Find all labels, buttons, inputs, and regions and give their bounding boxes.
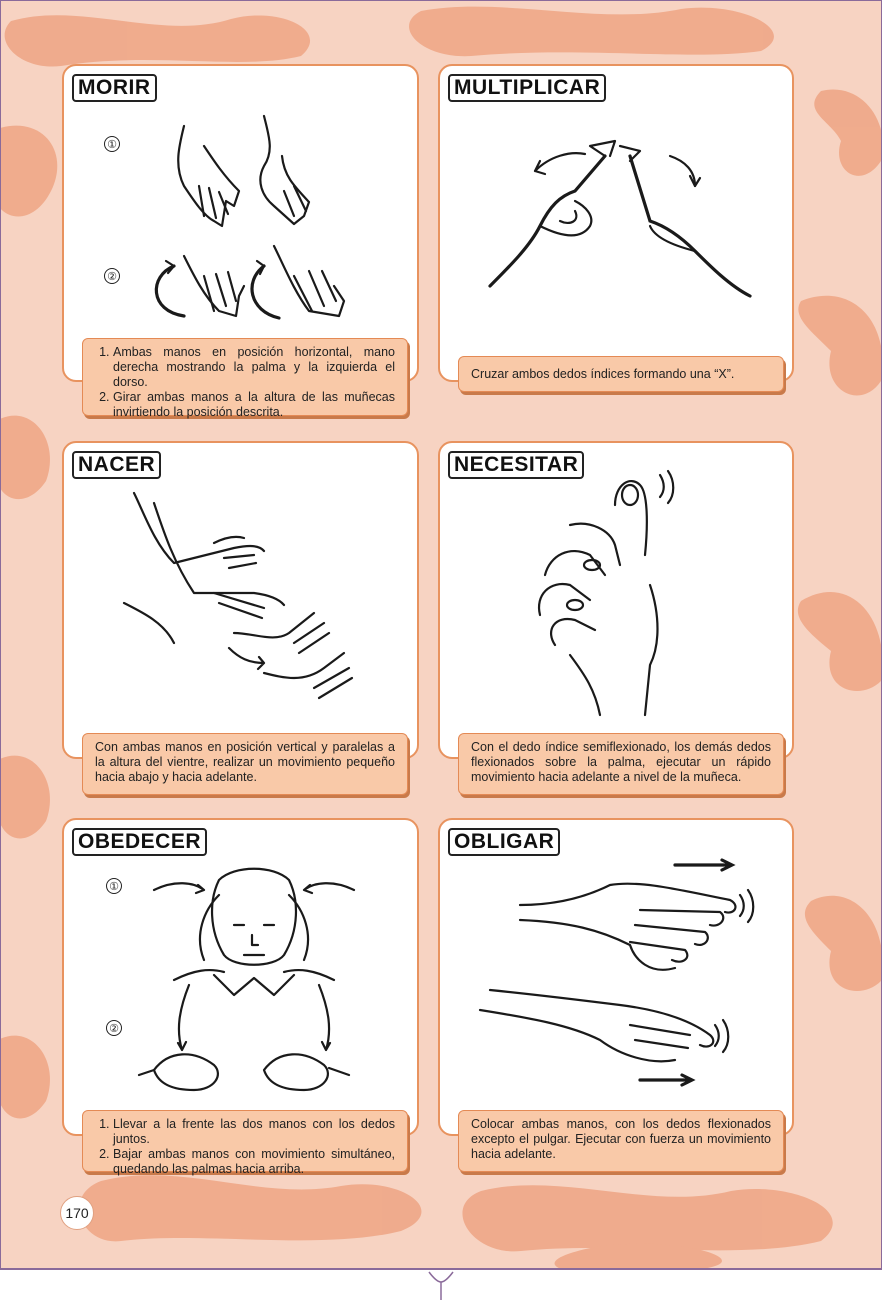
caption-step-1: 1. Llevar a la frente las dos manos con los dedos juntos. <box>113 1117 395 1147</box>
obligar-hands-illustration <box>460 850 780 1090</box>
sign-caption <box>82 1110 408 1176</box>
sign-title: MULTIPLICAR <box>448 74 606 102</box>
sign-card-obedecer <box>62 818 419 1176</box>
sign-card-multiplicar <box>438 64 794 382</box>
sign-caption <box>82 338 408 419</box>
obedecer-illustration <box>134 860 374 1100</box>
sign-title: OBEDECER <box>72 828 207 856</box>
caption-step-1: 1. Ambas manos en posición horizontal, mano derecha mostrando la palma y la izquierda el dorso. <box>113 345 395 390</box>
sign-title: NACER <box>72 451 161 479</box>
sign-card-necesitar <box>438 441 794 784</box>
step-1-marker: ① <box>104 136 120 152</box>
caption-text: Cruzar ambos dedos índices formando una “X”. <box>471 367 735 381</box>
sign-caption <box>458 733 784 795</box>
sign-caption <box>458 356 784 392</box>
caption-step-2: 2. Girar ambas manos a la altura de las muñecas invirtiendo la posición descrita. <box>113 390 395 420</box>
necesitar-hand-illustration <box>530 465 730 725</box>
caption-text: Con ambas manos en posición vertical y paralelas a la altura del vientre, realizar un movimiento pequeño hacia abajo y hacia adelante. <box>95 740 395 784</box>
step-2-marker: ② <box>106 1020 122 1036</box>
sign-caption <box>458 1110 784 1172</box>
fold-mark-icon <box>425 1270 457 1300</box>
caption-text: Con el dedo índice semiflexionado, los demás dedos flexionados sobre la palma, ejecutar un rápido movimiento hacia adelante a nivel de la muñeca. <box>471 740 771 784</box>
sign-card-morir <box>62 64 419 419</box>
caption-text: Colocar ambas manos, con los dedos flexionados excepto el pulgar. Ejecutar con fuerza un movimiento hacia adelante. <box>471 1117 771 1161</box>
morir-hands-illustration <box>144 106 404 326</box>
sign-caption <box>82 733 408 795</box>
nacer-hands-illustration <box>114 483 374 723</box>
multiplicar-hands-illustration <box>480 126 760 306</box>
sign-title: OBLIGAR <box>448 828 560 856</box>
sign-card-nacer <box>62 441 419 784</box>
sign-title: MORIR <box>72 74 157 102</box>
sign-title: NECESITAR <box>448 451 584 479</box>
sign-card-obligar <box>438 818 794 1161</box>
caption-step-2: 2. Bajar ambas manos con movimiento simultáneo, quedando las palmas hacia arriba. <box>113 1147 395 1177</box>
step-1-marker: ① <box>106 878 122 894</box>
step-2-marker: ② <box>104 268 120 284</box>
page-number: 170 <box>60 1196 94 1230</box>
